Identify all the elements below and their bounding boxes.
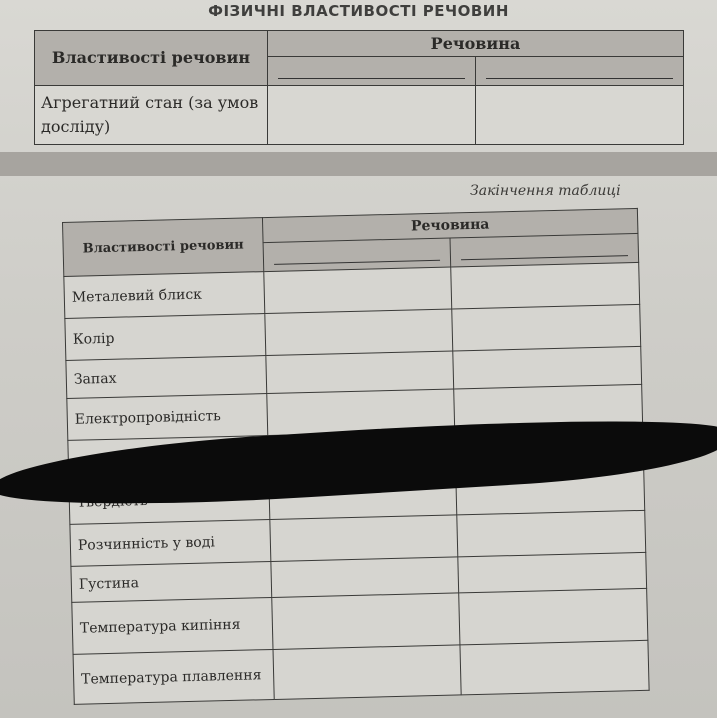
row-label: Температура кипіння [72,597,273,654]
answer-cell[interactable] [264,267,452,314]
row-label: Густина [71,561,272,602]
answer-cell[interactable] [459,588,648,645]
answer-cell[interactable] [451,262,640,309]
answer-cell[interactable] [453,346,641,389]
row-label: Розчинність у воді [70,520,271,567]
header-substance: Речовина [262,208,637,242]
answer-cell[interactable] [270,515,458,562]
header-properties: Властивості речовин [35,31,268,86]
answer-cell[interactable] [452,304,641,351]
row-label: Електропровідність [67,394,268,441]
table-caption: Закінчення таблиці [470,183,621,199]
row-label: Температура плавлення [73,649,274,704]
row-label: Запах [66,356,267,399]
page-title: ФІЗИЧНІ ВЛАСТИВОСТІ РЕЧОВИН [208,2,509,20]
answer-cell[interactable] [268,86,476,145]
header-substance: Речовина [268,31,684,57]
row-label: Колір [65,314,266,361]
row-label: Агрегатний стан (за умов досліду) [35,86,268,145]
answer-cell[interactable] [457,510,646,557]
answer-cell[interactable] [266,351,454,394]
answer-cell[interactable] [273,645,462,700]
properties-table-top [34,30,684,145]
substance-blank-2[interactable] [476,57,684,86]
substance-blank-1[interactable] [268,57,476,86]
answer-cell[interactable] [265,309,453,356]
substance-blank-2[interactable] [450,233,638,267]
page-gap [0,152,717,176]
answer-cell[interactable] [460,640,649,695]
answer-cell[interactable] [476,86,684,145]
substance-blank-1[interactable] [263,238,451,272]
row-label: Металевий блиск [64,272,265,319]
header-properties: Властивості речовин [63,218,264,277]
answer-cell[interactable] [272,593,461,650]
answer-cell[interactable] [458,552,646,593]
answer-cell[interactable] [271,557,459,598]
